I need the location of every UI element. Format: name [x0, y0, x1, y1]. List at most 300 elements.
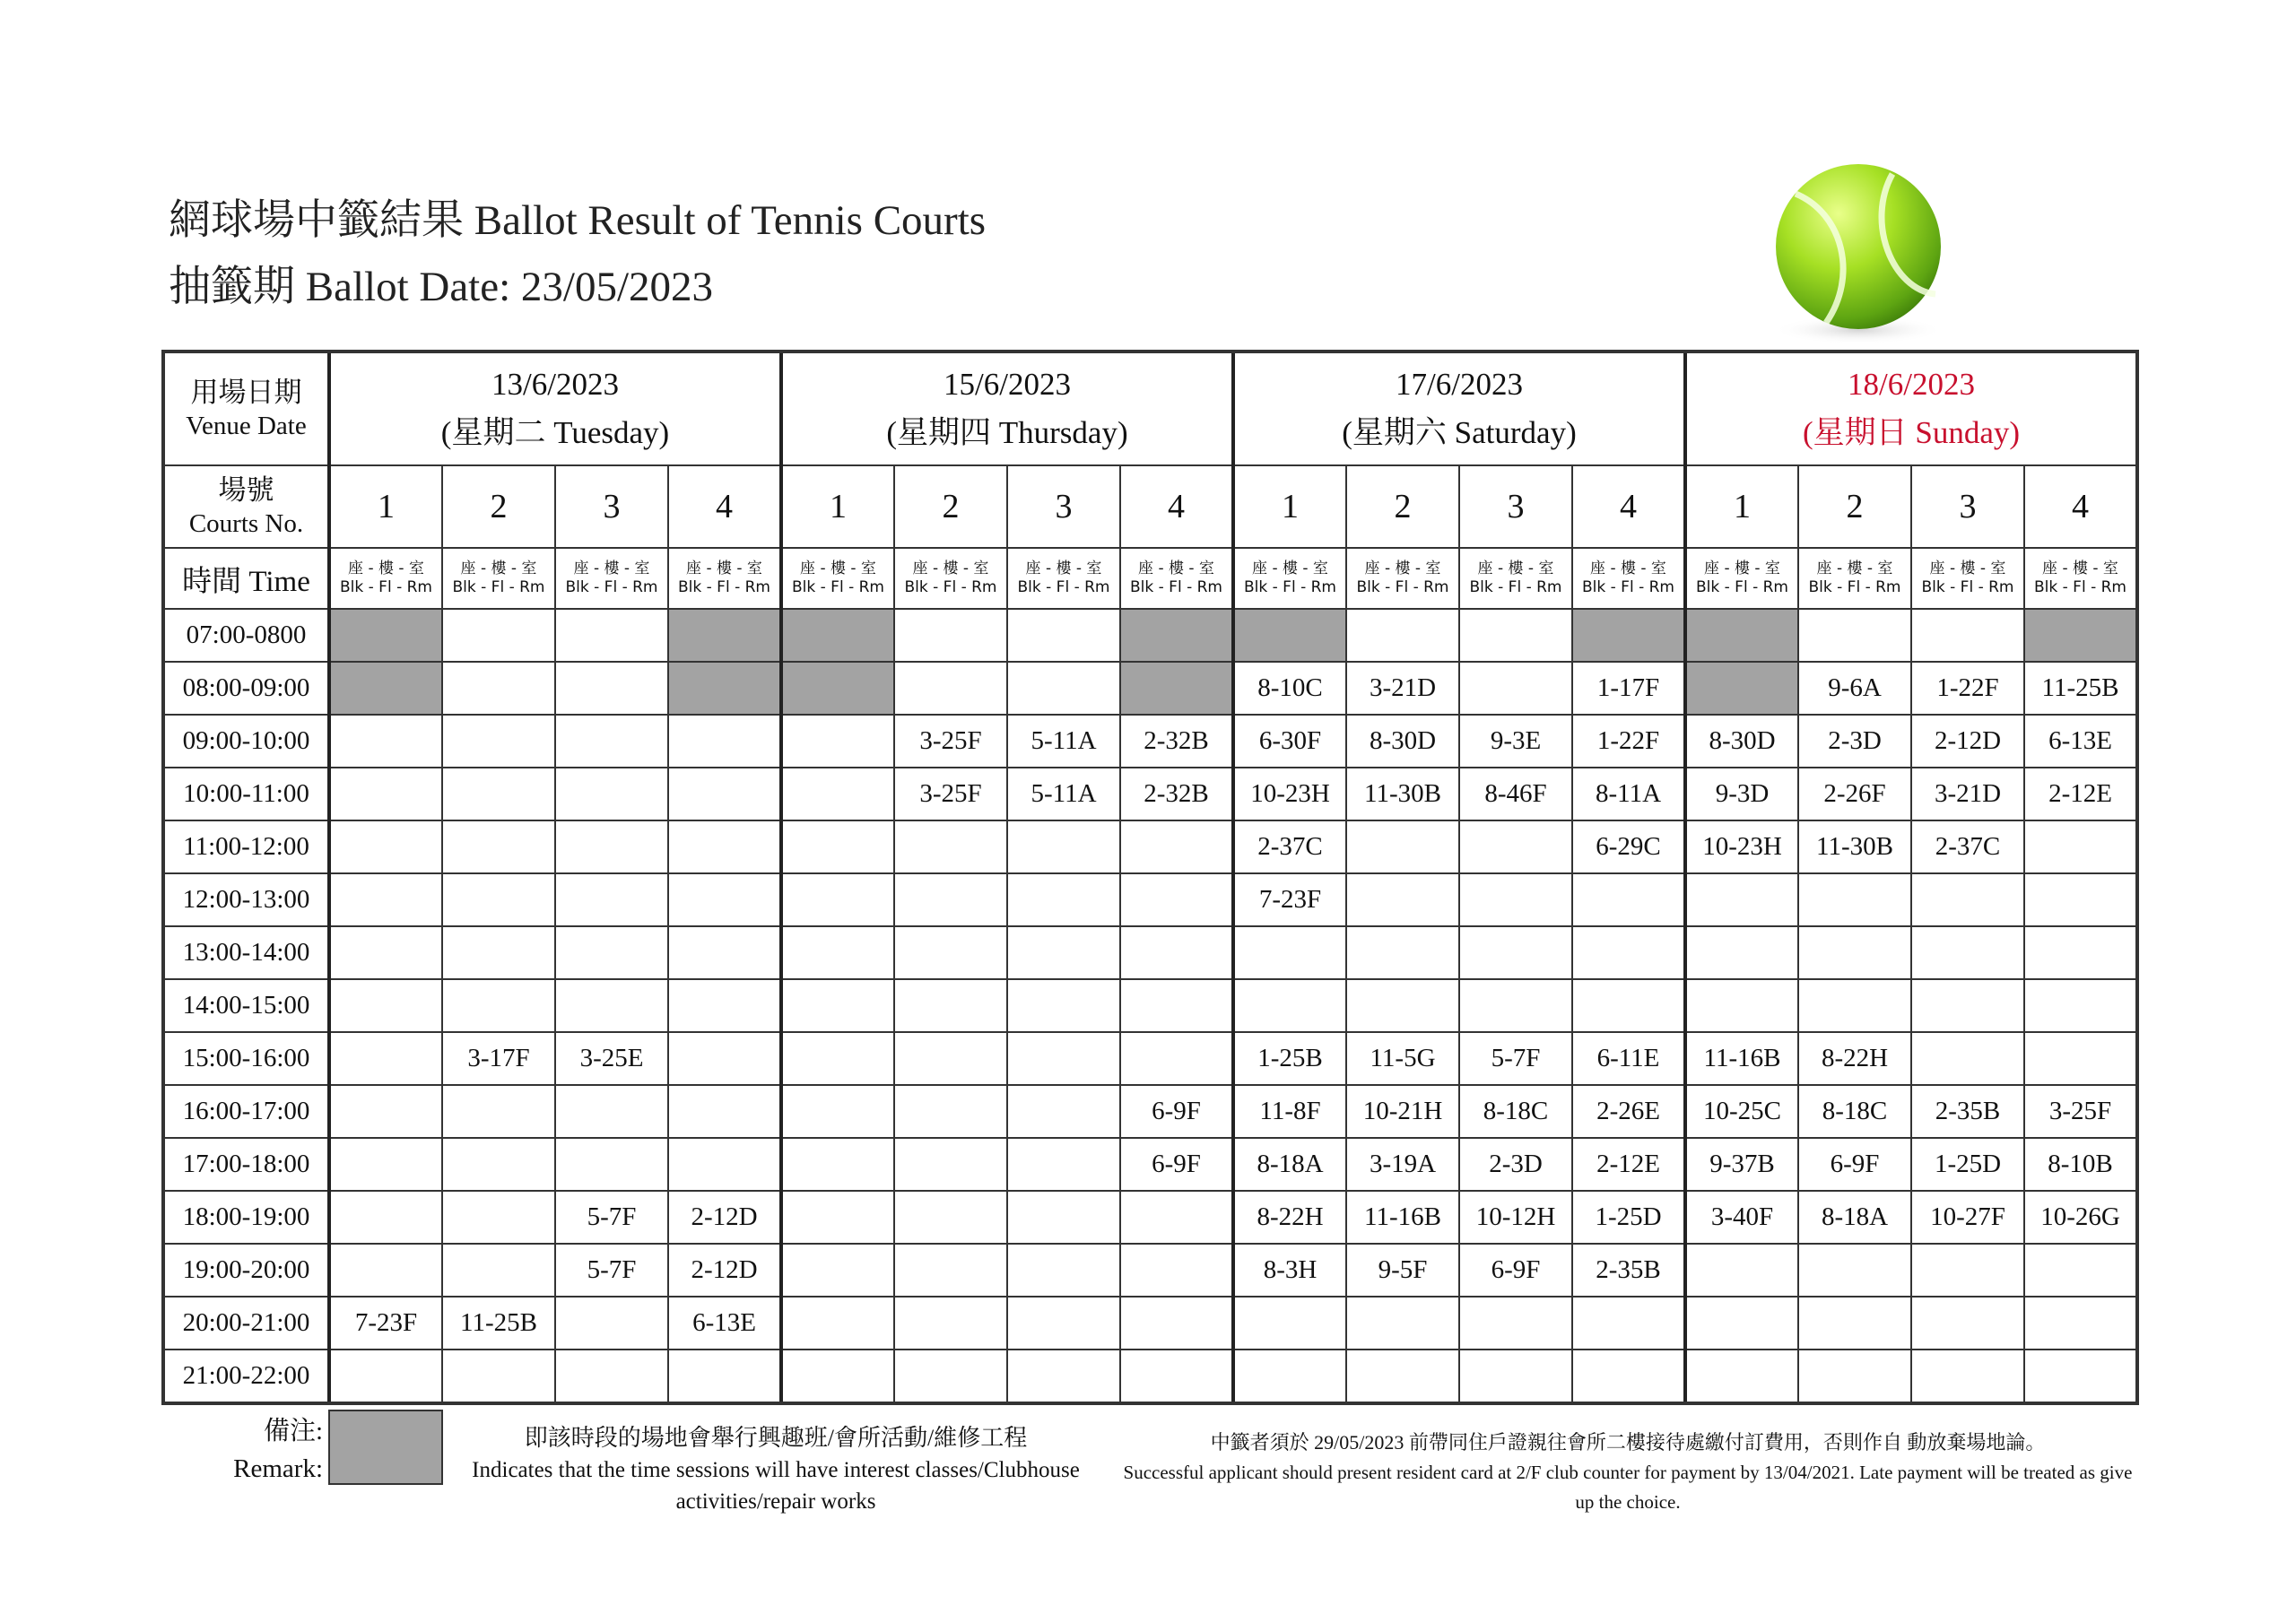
- ballot-result-cell: 8-30D: [1685, 715, 1798, 768]
- ballot-result-cell: 1-22F: [1572, 715, 1685, 768]
- empty-slot-cell: [1798, 926, 1911, 979]
- remark-grey-swatch: [328, 1410, 443, 1485]
- time-slot-label: 12:00-13:00: [163, 873, 329, 926]
- time-slot-label: 09:00-10:00: [163, 715, 329, 768]
- blk-fl-rm-header: [894, 548, 1007, 609]
- empty-slot-cell: [1459, 1350, 1572, 1403]
- ballot-result-cell: 8-18A: [1798, 1191, 1911, 1244]
- reserved-slot-cell: [2024, 609, 2137, 662]
- time-slot-row: [163, 926, 2137, 979]
- ballot-result-cell: 5-7F: [555, 1191, 668, 1244]
- empty-slot-cell: [329, 1138, 442, 1191]
- court-number: 3: [555, 465, 668, 548]
- empty-slot-cell: [1007, 979, 1120, 1032]
- blk-fl-rm-header: [1120, 548, 1233, 609]
- ballot-result-cell: 3-25F: [894, 768, 1007, 820]
- payment-notice: [1121, 1428, 2135, 1516]
- empty-slot-cell: [555, 715, 668, 768]
- courts-no-label-en: Courts No.: [188, 508, 304, 538]
- ballot-result-cell: 8-18A: [1233, 1138, 1346, 1191]
- day-weekday: (星期四 Thursday): [886, 415, 1128, 450]
- empty-slot-cell: [1911, 873, 2024, 926]
- empty-slot-cell: [894, 662, 1007, 715]
- empty-slot-cell: [894, 1244, 1007, 1297]
- blk-fl-rm-zh: 座 - 樓 - 室: [800, 559, 876, 577]
- empty-slot-cell: [1459, 926, 1572, 979]
- empty-slot-cell: [555, 820, 668, 873]
- ballot-result-cell: 10-27F: [1911, 1191, 2024, 1244]
- empty-slot-cell: [668, 1085, 781, 1138]
- empty-slot-cell: [1233, 1297, 1346, 1350]
- empty-slot-cell: [668, 1138, 781, 1191]
- empty-slot-cell: [781, 979, 894, 1032]
- remark-label-en: Remark:: [233, 1454, 323, 1484]
- blk-fl-rm-zh: 座 - 樓 - 室: [573, 559, 650, 577]
- blk-fl-rm-header: [1572, 548, 1685, 609]
- empty-slot-cell: [1007, 1032, 1120, 1085]
- empty-slot-cell: [1572, 979, 1685, 1032]
- time-slot-label: 08:00-09:00: [163, 662, 329, 715]
- ballot-result-cell: 8-18C: [1459, 1085, 1572, 1138]
- empty-slot-cell: [1346, 1297, 1459, 1350]
- empty-slot-cell: [1007, 1085, 1120, 1138]
- day-weekday: (星期日 Sunday): [1802, 415, 2021, 450]
- empty-slot-cell: [1798, 609, 1911, 662]
- time-slot-row: [163, 715, 2137, 768]
- empty-slot-cell: [1911, 979, 2024, 1032]
- ballot-result-cell: 3-19A: [1346, 1138, 1459, 1191]
- blk-fl-rm-zh: 座 - 樓 - 室: [1929, 559, 2006, 577]
- day-header-tuesday: [329, 352, 781, 465]
- blk-fl-rm-en: Blk - Fl - Rm: [1469, 578, 1562, 596]
- blk-fl-rm-zh: 座 - 樓 - 室: [1590, 559, 1666, 577]
- blk-fl-rm-en: Blk - Fl - Rm: [1356, 578, 1449, 596]
- empty-slot-cell: [329, 820, 442, 873]
- blk-fl-rm-zh: 座 - 樓 - 室: [1477, 559, 1554, 577]
- empty-slot-cell: [2024, 926, 2137, 979]
- ballot-result-cell: 3-25F: [894, 715, 1007, 768]
- empty-slot-cell: [2024, 873, 2137, 926]
- empty-slot-cell: [2024, 979, 2137, 1032]
- ballot-result-cell: 2-3D: [1459, 1138, 1572, 1191]
- empty-slot-cell: [1798, 1350, 1911, 1403]
- empty-slot-cell: [1459, 873, 1572, 926]
- blk-fl-rm-en: Blk - Fl - Rm: [792, 578, 884, 596]
- ballot-result-cell: 7-23F: [329, 1297, 442, 1350]
- ballot-result-cell: 8-22H: [1233, 1191, 1346, 1244]
- venue-date-label: [163, 352, 329, 465]
- ballot-result-cell: 9-6A: [1798, 662, 1911, 715]
- ballot-result-cell: 3-25E: [555, 1032, 668, 1085]
- ballot-result-cell: 1-22F: [1911, 662, 2024, 715]
- empty-slot-cell: [1459, 609, 1572, 662]
- payment-notice-zh: 中籤者須於 29/05/2023 前帶同住戶證親往會所二樓接待處繳付訂費用，否則作自 動放棄場地論。: [1210, 1431, 2046, 1454]
- empty-slot-cell: [781, 1244, 894, 1297]
- empty-slot-cell: [1798, 979, 1911, 1032]
- empty-slot-cell: [555, 873, 668, 926]
- time-slot-row: [163, 1297, 2137, 1350]
- tennis-ball-icon: [1758, 160, 1982, 348]
- courts-no-label-zh: 場號: [218, 474, 274, 506]
- empty-slot-cell: [1120, 873, 1233, 926]
- ballot-result-cell: 9-5F: [1346, 1244, 1459, 1297]
- blk-fl-rm-zh: 座 - 樓 - 室: [1138, 559, 1214, 577]
- time-slot-label: 14:00-15:00: [163, 979, 329, 1032]
- ballot-result-cell: 1-17F: [1572, 662, 1685, 715]
- blk-fl-rm-zh: 座 - 樓 - 室: [1704, 559, 1780, 577]
- empty-slot-cell: [555, 1085, 668, 1138]
- courts-no-label: [163, 465, 329, 548]
- ballot-result-cell: 8-3H: [1233, 1244, 1346, 1297]
- court-number: 3: [1007, 465, 1120, 548]
- empty-slot-cell: [442, 609, 555, 662]
- ballot-result-cell: 8-10B: [2024, 1138, 2137, 1191]
- empty-slot-cell: [1911, 609, 2024, 662]
- blk-fl-rm-en: Blk - Fl - Rm: [452, 578, 545, 596]
- empty-slot-cell: [781, 820, 894, 873]
- ballot-result-cell: 5-7F: [555, 1244, 668, 1297]
- blk-fl-rm-header: [1911, 548, 2024, 609]
- remark-text-en: Indicates that the time sessions will have interest classes/Clubhouse activities/repair works: [472, 1458, 1080, 1515]
- time-slot-label: 18:00-19:00: [163, 1191, 329, 1244]
- empty-slot-cell: [2024, 1350, 2137, 1403]
- ballot-result-cell: 2-35B: [1911, 1085, 2024, 1138]
- court-number: 2: [442, 465, 555, 548]
- ballot-result-cell: 11-25B: [2024, 662, 2137, 715]
- empty-slot-cell: [1685, 873, 1798, 926]
- page-title: 網球場中籤結果 Ballot Result of Tennis Courts: [169, 197, 987, 244]
- empty-slot-cell: [781, 715, 894, 768]
- time-slot-row: [163, 1191, 2137, 1244]
- blk-fl-rm-zh: 座 - 樓 - 室: [1816, 559, 1893, 577]
- ballot-date: 抽籤期 Ballot Date: 23/05/2023: [169, 264, 714, 310]
- blk-fl-rm-header: [329, 548, 442, 609]
- empty-slot-cell: [1911, 1350, 2024, 1403]
- ballot-result-cell: 8-10C: [1233, 662, 1346, 715]
- empty-slot-cell: [1572, 1297, 1685, 1350]
- empty-slot-cell: [442, 1350, 555, 1403]
- empty-slot-cell: [329, 1244, 442, 1297]
- ballot-result-cell: 3-21D: [1911, 768, 2024, 820]
- blk-fl-rm-header: [1233, 548, 1346, 609]
- time-slot-label: 21:00-22:00: [163, 1350, 329, 1403]
- ballot-result-cell: 11-16B: [1685, 1032, 1798, 1085]
- blk-fl-rm-en: Blk - Fl - Rm: [1808, 578, 1901, 596]
- ballot-result-cell: 5-11A: [1007, 715, 1120, 768]
- reserved-slot-cell: [1233, 609, 1346, 662]
- empty-slot-cell: [1120, 1032, 1233, 1085]
- ballot-result-cell: 8-30D: [1346, 715, 1459, 768]
- empty-slot-cell: [442, 768, 555, 820]
- empty-slot-cell: [1120, 1191, 1233, 1244]
- ballot-result-cell: 2-35B: [1572, 1244, 1685, 1297]
- empty-slot-cell: [1007, 1297, 1120, 1350]
- blk-fl-rm-en: Blk - Fl - Rm: [1696, 578, 1788, 596]
- court-number: 1: [1685, 465, 1798, 548]
- ballot-result-cell: 2-12D: [1911, 715, 2024, 768]
- ballot-result-cell: 11-8F: [1233, 1085, 1346, 1138]
- ballot-table: [161, 350, 2139, 1405]
- empty-slot-cell: [555, 662, 668, 715]
- empty-slot-cell: [1346, 873, 1459, 926]
- blk-fl-rm-en: Blk - Fl - Rm: [904, 578, 997, 596]
- ballot-result-cell: 8-46F: [1459, 768, 1572, 820]
- ballot-result-cell: 3-40F: [1685, 1191, 1798, 1244]
- empty-slot-cell: [668, 873, 781, 926]
- time-slot-row: [163, 873, 2137, 926]
- empty-slot-cell: [442, 1244, 555, 1297]
- empty-slot-cell: [2024, 1032, 2137, 1085]
- blk-fl-rm-en: Blk - Fl - Rm: [565, 578, 658, 596]
- blk-fl-rm-en: Blk - Fl - Rm: [1921, 578, 2014, 596]
- ballot-result-cell: 2-32B: [1120, 715, 1233, 768]
- blk-fl-rm-zh: 座 - 樓 - 室: [348, 559, 424, 577]
- empty-slot-cell: [1685, 926, 1798, 979]
- empty-slot-cell: [329, 1085, 442, 1138]
- day-date: 13/6/2023: [491, 366, 619, 402]
- empty-slot-cell: [442, 715, 555, 768]
- blk-fl-rm-header: [668, 548, 781, 609]
- blk-fl-rm-zh: 座 - 樓 - 室: [1025, 559, 1102, 577]
- ballot-result-cell: 2-37C: [1911, 820, 2024, 873]
- empty-slot-cell: [1120, 979, 1233, 1032]
- time-slot-label: 15:00-16:00: [163, 1032, 329, 1085]
- empty-slot-cell: [329, 715, 442, 768]
- empty-slot-cell: [1120, 1297, 1233, 1350]
- ballot-result-cell: 6-9F: [1798, 1138, 1911, 1191]
- court-number: 3: [1459, 465, 1572, 548]
- time-slot-row: [163, 1085, 2137, 1138]
- payment-notice-en: Successful applicant should present resident card at 2/F club counter for payment by 13/04/2021. Late payment will be treated as give up the choice.: [1123, 1462, 2133, 1513]
- court-number: 1: [1233, 465, 1346, 548]
- empty-slot-cell: [781, 1138, 894, 1191]
- blk-fl-rm-header: [1685, 548, 1798, 609]
- empty-slot-cell: [894, 1085, 1007, 1138]
- ballot-result-cell: 11-5G: [1346, 1032, 1459, 1085]
- ballot-result-cell: 3-25F: [2024, 1085, 2137, 1138]
- empty-slot-cell: [2024, 1244, 2137, 1297]
- empty-slot-cell: [1798, 1297, 1911, 1350]
- empty-slot-cell: [442, 662, 555, 715]
- empty-slot-cell: [894, 820, 1007, 873]
- blk-fl-rm-zh: 座 - 樓 - 室: [460, 559, 537, 577]
- blk-fl-rm-header: [1459, 548, 1572, 609]
- empty-slot-cell: [894, 979, 1007, 1032]
- ballot-result-cell: 3-17F: [442, 1032, 555, 1085]
- empty-slot-cell: [1233, 979, 1346, 1032]
- ballot-result-cell: 3-21D: [1346, 662, 1459, 715]
- empty-slot-cell: [329, 768, 442, 820]
- empty-slot-cell: [442, 979, 555, 1032]
- ballot-result-cell: 2-12E: [1572, 1138, 1685, 1191]
- time-slot-row: [163, 1138, 2137, 1191]
- ballot-result-cell: 8-18C: [1798, 1085, 1911, 1138]
- ballot-result-cell: 10-21H: [1346, 1085, 1459, 1138]
- empty-slot-cell: [329, 979, 442, 1032]
- empty-slot-cell: [894, 1032, 1007, 1085]
- day-header-sunday: [1685, 352, 2137, 465]
- empty-slot-cell: [1911, 926, 2024, 979]
- ballot-result-cell: 10-12H: [1459, 1191, 1572, 1244]
- ballot-result-cell: 11-16B: [1346, 1191, 1459, 1244]
- empty-slot-cell: [1120, 1350, 1233, 1403]
- empty-slot-cell: [555, 1297, 668, 1350]
- empty-slot-cell: [668, 715, 781, 768]
- blk-fl-rm-zh: 座 - 樓 - 室: [1364, 559, 1441, 577]
- reserved-slot-cell: [1572, 609, 1685, 662]
- empty-slot-cell: [555, 768, 668, 820]
- ballot-result-cell: 2-12D: [668, 1244, 781, 1297]
- empty-slot-cell: [1346, 926, 1459, 979]
- ballot-result-cell: 2-26E: [1572, 1085, 1685, 1138]
- empty-slot-cell: [668, 1350, 781, 1403]
- empty-slot-cell: [1007, 1350, 1120, 1403]
- empty-slot-cell: [329, 873, 442, 926]
- blk-fl-rm-header: [1798, 548, 1911, 609]
- reserved-slot-cell: [781, 609, 894, 662]
- empty-slot-cell: [781, 1297, 894, 1350]
- ballot-result-cell: 1-25D: [1911, 1138, 2024, 1191]
- blk-fl-rm-header: [442, 548, 555, 609]
- reserved-slot-cell: [329, 662, 442, 715]
- ballot-result-cell: 9-37B: [1685, 1138, 1798, 1191]
- blk-fl-rm-en: Blk - Fl - Rm: [1582, 578, 1674, 596]
- empty-slot-cell: [1007, 609, 1120, 662]
- blk-fl-rm-en: Blk - Fl - Rm: [2034, 578, 2126, 596]
- day-header-thursday: [781, 352, 1233, 465]
- time-slot-label: 20:00-21:00: [163, 1297, 329, 1350]
- empty-slot-cell: [555, 1138, 668, 1191]
- empty-slot-cell: [668, 926, 781, 979]
- court-number: 2: [1346, 465, 1459, 548]
- empty-slot-cell: [1798, 873, 1911, 926]
- ballot-result-cell: 10-23H: [1685, 820, 1798, 873]
- empty-slot-cell: [1007, 926, 1120, 979]
- time-slot-row: [163, 979, 2137, 1032]
- ballot-result-cell: 2-12E: [2024, 768, 2137, 820]
- blk-fl-rm-en: Blk - Fl - Rm: [1017, 578, 1110, 596]
- remark-text: [453, 1422, 1099, 1517]
- empty-slot-cell: [1120, 820, 1233, 873]
- time-label: 時間 Time: [163, 548, 329, 609]
- blk-fl-rm-header: [2024, 548, 2137, 609]
- ballot-result-cell: 11-30B: [1346, 768, 1459, 820]
- empty-slot-cell: [442, 873, 555, 926]
- empty-slot-cell: [555, 609, 668, 662]
- venue-date-label-en: Venue Date: [186, 411, 307, 440]
- blk-fl-rm-en: Blk - Fl - Rm: [1130, 578, 1222, 596]
- empty-slot-cell: [442, 926, 555, 979]
- time-slot-label: 17:00-18:00: [163, 1138, 329, 1191]
- empty-slot-cell: [555, 926, 668, 979]
- empty-slot-cell: [1911, 1244, 2024, 1297]
- time-slot-label: 16:00-17:00: [163, 1085, 329, 1138]
- ballot-result-cell: 5-11A: [1007, 768, 1120, 820]
- empty-slot-cell: [442, 1085, 555, 1138]
- empty-slot-cell: [1346, 979, 1459, 1032]
- reserved-slot-cell: [668, 662, 781, 715]
- ballot-result-cell: 5-7F: [1459, 1032, 1572, 1085]
- reserved-slot-cell: [1685, 662, 1798, 715]
- empty-slot-cell: [1007, 662, 1120, 715]
- time-slot-row: [163, 1350, 2137, 1403]
- empty-slot-cell: [781, 1350, 894, 1403]
- empty-slot-cell: [1685, 1244, 1798, 1297]
- ballot-result-cell: 6-13E: [668, 1297, 781, 1350]
- empty-slot-cell: [894, 926, 1007, 979]
- time-slot-row: [163, 820, 2137, 873]
- empty-slot-cell: [781, 1032, 894, 1085]
- remark-label: [224, 1412, 323, 1488]
- reserved-slot-cell: [781, 662, 894, 715]
- blk-fl-rm-header: [781, 548, 894, 609]
- empty-slot-cell: [1459, 662, 1572, 715]
- ballot-result-cell: 10-23H: [1233, 768, 1346, 820]
- empty-slot-cell: [1911, 1297, 2024, 1350]
- empty-slot-cell: [894, 1191, 1007, 1244]
- empty-slot-cell: [894, 873, 1007, 926]
- ballot-result-cell: 6-9F: [1120, 1138, 1233, 1191]
- empty-slot-cell: [329, 926, 442, 979]
- empty-slot-cell: [894, 609, 1007, 662]
- empty-slot-cell: [1459, 979, 1572, 1032]
- empty-slot-cell: [1572, 873, 1685, 926]
- empty-slot-cell: [1572, 1350, 1685, 1403]
- empty-slot-cell: [1233, 926, 1346, 979]
- blk-fl-rm-en: Blk - Fl - Rm: [1244, 578, 1336, 596]
- blk-fl-rm-zh: 座 - 樓 - 室: [912, 559, 989, 577]
- ballot-result-cell: 2-32B: [1120, 768, 1233, 820]
- empty-slot-cell: [555, 979, 668, 1032]
- time-slot-row: [163, 1244, 2137, 1297]
- empty-slot-cell: [555, 1350, 668, 1403]
- court-number: 2: [1798, 465, 1911, 548]
- ballot-result-cell: 2-26F: [1798, 768, 1911, 820]
- ballot-result-cell: 6-29C: [1572, 820, 1685, 873]
- empty-slot-cell: [1007, 1138, 1120, 1191]
- empty-slot-cell: [894, 1297, 1007, 1350]
- time-slot-row: [163, 662, 2137, 715]
- empty-slot-cell: [668, 768, 781, 820]
- day-date: 17/6/2023: [1396, 366, 1523, 402]
- ballot-result-cell: 10-26G: [2024, 1191, 2137, 1244]
- day-weekday: (星期二 Tuesday): [440, 415, 670, 450]
- empty-slot-cell: [894, 1138, 1007, 1191]
- ballot-result-cell: 9-3E: [1459, 715, 1572, 768]
- empty-slot-cell: [442, 1191, 555, 1244]
- day-header-saturday: [1233, 352, 1685, 465]
- empty-slot-cell: [1233, 1350, 1346, 1403]
- ballot-result-cell: 6-13E: [2024, 715, 2137, 768]
- ballot-result-cell: 11-30B: [1798, 820, 1911, 873]
- ballot-result-cell: 7-23F: [1233, 873, 1346, 926]
- empty-slot-cell: [1459, 820, 1572, 873]
- empty-slot-cell: [781, 926, 894, 979]
- empty-slot-cell: [1007, 1191, 1120, 1244]
- empty-slot-cell: [781, 1191, 894, 1244]
- blk-fl-rm-header: [555, 548, 668, 609]
- time-slot-label: 07:00-0800: [163, 609, 329, 662]
- blk-fl-rm-en: Blk - Fl - Rm: [678, 578, 770, 596]
- ballot-result-cell: 6-9F: [1459, 1244, 1572, 1297]
- day-date: 15/6/2023: [944, 366, 1071, 402]
- empty-slot-cell: [1911, 1032, 2024, 1085]
- empty-slot-cell: [1346, 609, 1459, 662]
- remark-label-zh: 備注:: [263, 1417, 323, 1445]
- blk-fl-rm-header: [1007, 548, 1120, 609]
- ballot-result-cell: 2-37C: [1233, 820, 1346, 873]
- court-number: 4: [1572, 465, 1685, 548]
